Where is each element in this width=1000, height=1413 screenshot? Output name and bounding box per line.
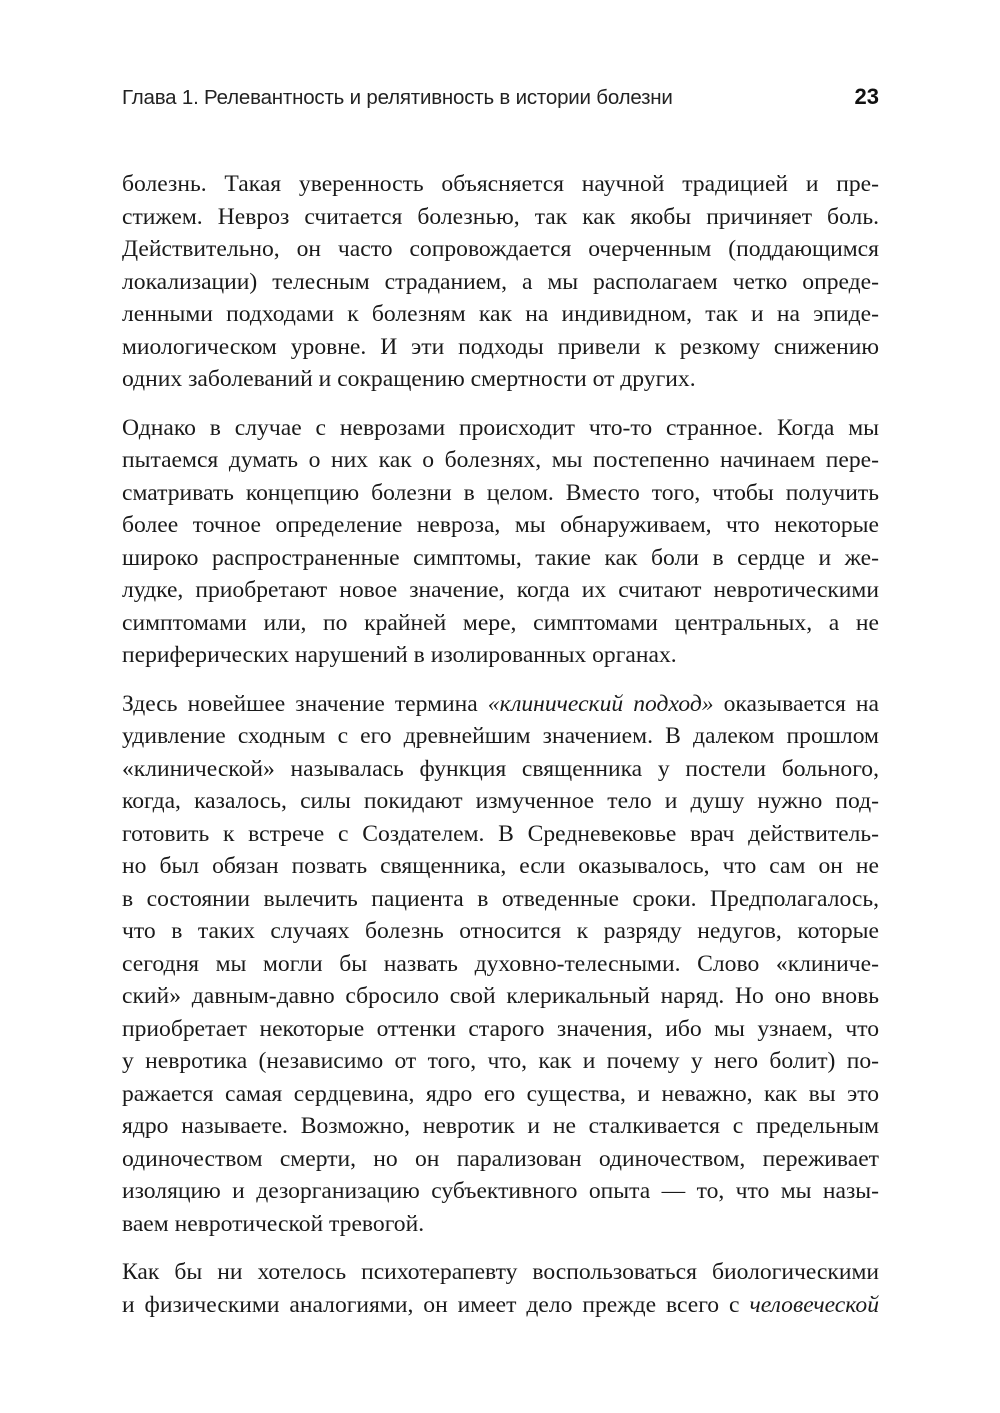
text-line: Как бы ни хотелось психотерапевту воспользоваться биологическими bbox=[122, 1259, 879, 1285]
paragraph-3 bbox=[122, 688, 879, 1241]
text-line: Действительно, он часто сопровождается очерченным (поддающимся bbox=[122, 236, 879, 262]
chapter-title: Глава 1. Релевантность и релятивность в истории болезни bbox=[122, 86, 673, 109]
text-line: симптомами или, по крайней мере, симптомами центральных, а не bbox=[122, 609, 879, 636]
text-line: более точное определение невроза, мы обнаруживаем, что некоторые bbox=[122, 512, 879, 538]
text-segment: и физическими аналогиями, он имеет дело прежде всего с bbox=[122, 1291, 750, 1318]
text-line: изоляцию и дезорганизацию субъективного опыта — то, что мы назы- bbox=[122, 1178, 879, 1204]
text-line: локализации) телесным страданием, а мы располагаем четко опреде- bbox=[122, 268, 879, 295]
text-line: ваем невротической тревогой. bbox=[122, 1210, 425, 1237]
text-line: ский» давным-давно сбросило свой клерикальный наряд. Но оно вновь bbox=[122, 983, 879, 1009]
text-segment: оказывается на bbox=[713, 690, 879, 717]
text-line: когда, казалось, силы покидают измученное тело и душу нужно под- bbox=[122, 788, 879, 814]
text-line: в состоянии вылечить пациента в отведенные сроки. Предполагалось, bbox=[122, 885, 879, 912]
text-line: периферических нарушений в изолированных органах. bbox=[122, 642, 677, 668]
italic-term: человеческой bbox=[749, 1291, 879, 1318]
text-line: «клинической» называлась функция священника у постели больного, bbox=[122, 755, 879, 782]
paragraph-4 bbox=[122, 1256, 879, 1321]
text-line bbox=[122, 1289, 879, 1322]
text-line: Однако в случае с неврозами происходит что-то странное. Когда мы bbox=[122, 414, 879, 441]
paragraph-2 bbox=[122, 412, 879, 672]
text-segment: Здесь новейшее значение термина bbox=[122, 690, 488, 717]
text-line: ядро называете. Возможно, невротик и не сталкивается с предельным bbox=[122, 1113, 879, 1139]
text-line: сегодня мы могли бы назвать духовно-телесными. Слово «клиниче- bbox=[122, 950, 879, 977]
text-line: что в таких случаях болезнь относится к разряду недугов, которые bbox=[122, 918, 879, 944]
italic-term: «клинический подход» bbox=[487, 690, 714, 717]
text-line: готовить к встрече с Создателем. В Средневековье врач действитель- bbox=[122, 820, 879, 847]
page-number: 23 bbox=[854, 84, 879, 109]
text-line: одиночеством смерти, но он парализован одиночеством, переживает bbox=[122, 1145, 879, 1172]
text-line bbox=[122, 688, 879, 721]
paragraph-1 bbox=[122, 168, 879, 396]
text-line: миологическом уровне. И эти подходы привели к резкому снижению bbox=[122, 333, 879, 360]
running-head bbox=[122, 84, 879, 116]
text-line: но был обязан позвать священника, если оказывалось, что сам он не bbox=[122, 853, 879, 879]
text-line: одних заболеваний и сокращению смертности от других. bbox=[122, 366, 696, 392]
text-line: у невротика (независимо от того, что, как и почему у него болит) по- bbox=[122, 1048, 879, 1074]
text-line: ленными подходами к болезням как на индивидном, так и на эпиде- bbox=[122, 301, 879, 327]
text-line: болезнь. Такая уверенность объясняется научной традицией и пре- bbox=[122, 171, 879, 197]
text-line: ражается самая сердцевина, ядро его существа, и неважно, как вы это bbox=[122, 1080, 879, 1107]
text-line: широко распространенные симптомы, такие как боли в сердце и же- bbox=[122, 544, 879, 571]
text-line: сматривать концепцию болезни в целом. Вместо того, чтобы получить bbox=[122, 479, 879, 506]
body-text bbox=[122, 168, 879, 1337]
text-line: удивление сходным с его древнейшим значением. В далеком прошлом bbox=[122, 723, 879, 749]
text-line: пытаемся думать о них как о болезнях, мы постепенно начинаем пере- bbox=[122, 447, 879, 473]
text-line: стижем. Невроз считается болезнью, так как якобы причиняет боль. bbox=[122, 203, 879, 230]
text-line: лудке, приобретают новое значение, когда их считают невротическими bbox=[122, 577, 879, 603]
text-line: приобретает некоторые оттенки старого значения, ибо мы узнаем, что bbox=[122, 1015, 879, 1042]
